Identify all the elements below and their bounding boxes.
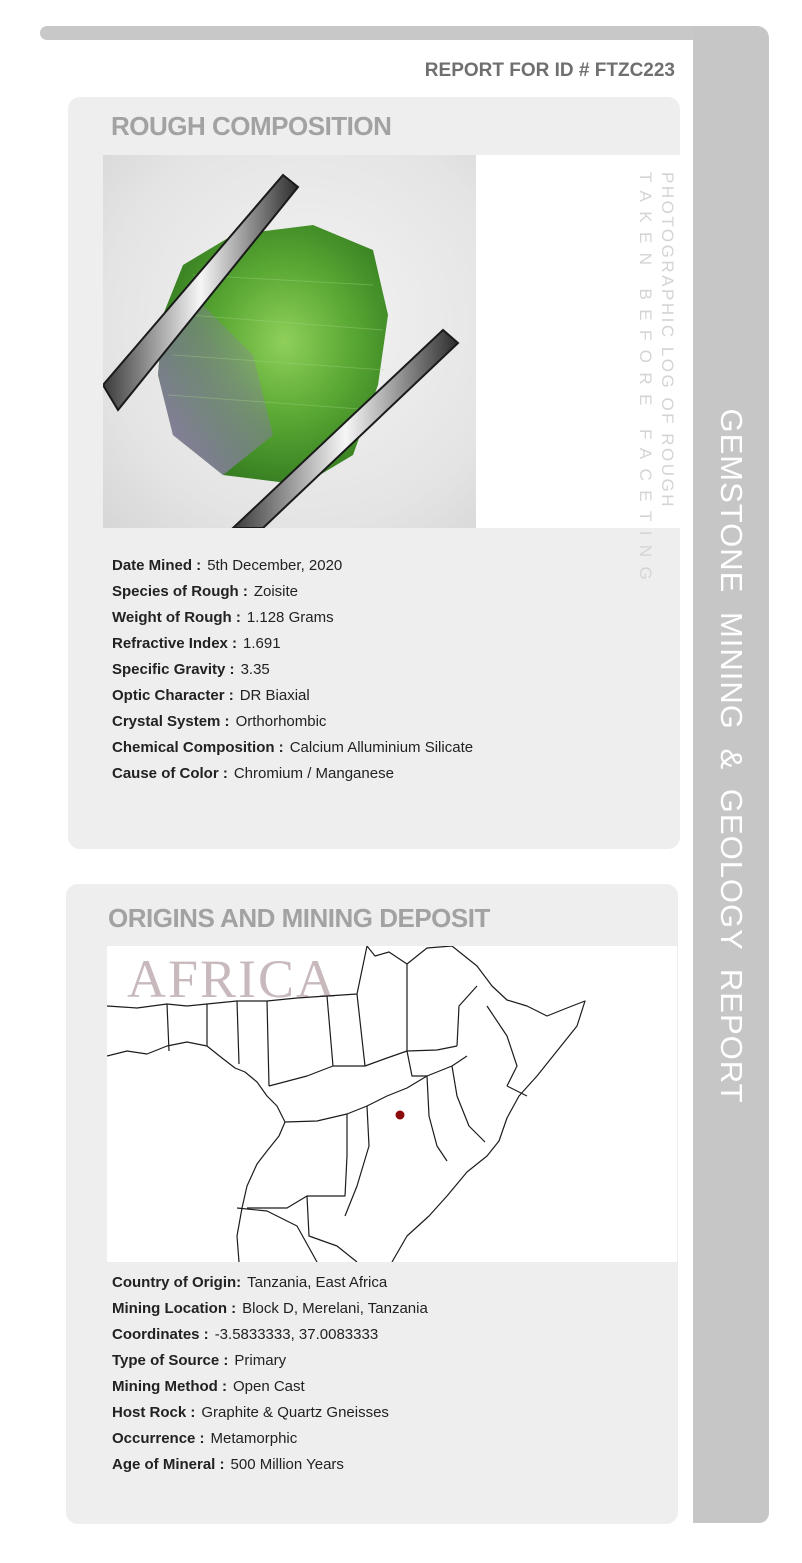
report-id: REPORT FOR ID # FTZC223	[424, 60, 675, 81]
detail-row-species: Species of Rough : Zoisite	[112, 583, 299, 600]
rough-composition-title: ROUGH COMPOSITION	[111, 111, 392, 141]
origins-title: ORIGINS AND MINING DEPOSIT	[108, 903, 490, 933]
rough-gemstone-photo	[103, 155, 476, 528]
detail-row-type-of-source: Type of Source : Primary	[112, 1352, 287, 1369]
photo-caption	[634, 172, 678, 590]
detail-row-cause-of-color: Cause of Color : Chromium / Manganese	[112, 765, 394, 782]
detail-row-mining-method: Mining Method : Open Cast	[112, 1378, 305, 1395]
detail-row-country: Country of Origin: Tanzania, East Africa	[112, 1274, 388, 1291]
top-decorative-bar	[40, 26, 730, 40]
photo-caption-line-2: TAKEN BEFORE FACETING	[636, 172, 655, 590]
rough-details-list	[112, 553, 473, 787]
gemstone-tweezers-illustration	[103, 155, 476, 528]
detail-row-optic-character: Optic Character : DR Biaxial	[112, 687, 310, 704]
detail-row-date-mined: Date Mined : 5th December, 2020	[112, 557, 343, 574]
origin-details-list	[112, 1270, 428, 1478]
photo-caption-line-1: PHOTOGRAPHIC LOG OF ROUGH	[658, 172, 677, 510]
detail-row-coordinates: Coordinates : -3.5833333, 37.0083333	[112, 1326, 379, 1343]
detail-row-refractive-index: Refractive Index : 1.691	[112, 635, 281, 652]
detail-row-crystal-system: Crystal System : Orthorhombic	[112, 713, 327, 730]
detail-row-occurrence: Occurrence : Metamorphic	[112, 1430, 298, 1447]
africa-outline-map	[107, 946, 677, 1262]
mining-location-marker	[396, 1111, 405, 1120]
detail-row-age-of-mineral: Age of Mineral : 500 Million Years	[112, 1456, 344, 1473]
detail-row-host-rock: Host Rock : Graphite & Quartz Gneisses	[112, 1404, 389, 1421]
detail-row-weight: Weight of Rough : 1.128 Grams	[112, 609, 334, 626]
side-title-text: GEMSTONE MINING & GEOLOGY REPORT	[714, 408, 749, 1104]
detail-row-chemical-composition: Chemical Composition : Calcium Alluminium Silicate	[112, 739, 474, 756]
detail-row-specific-gravity: Specific Gravity : 3.35	[112, 661, 270, 678]
africa-map	[107, 946, 677, 1262]
detail-row-mining-location: Mining Location : Block D, Merelani, Tanzania	[112, 1300, 428, 1317]
map-label: AFRICA	[127, 949, 338, 1009]
